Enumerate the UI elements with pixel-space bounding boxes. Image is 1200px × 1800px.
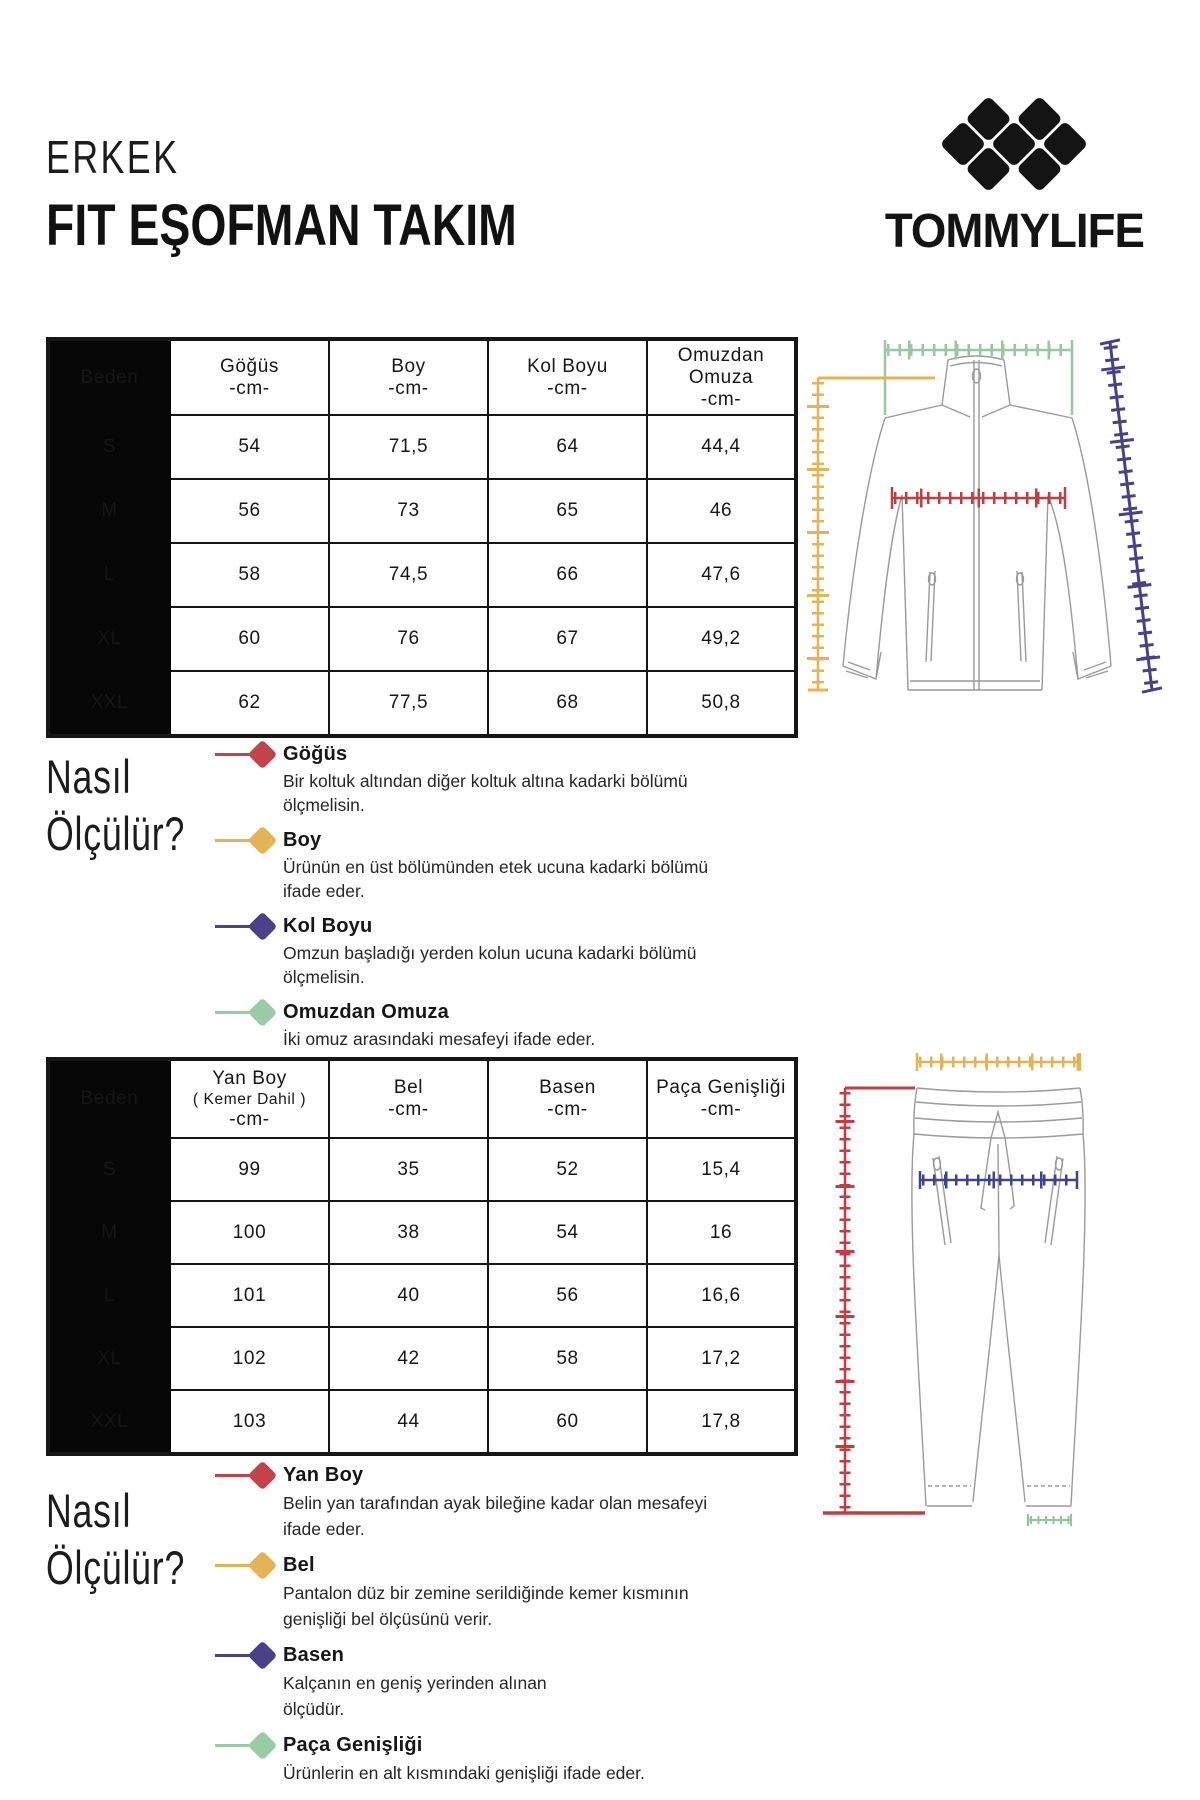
value-cell: 17,8 bbox=[647, 1390, 796, 1454]
size-cell: L bbox=[48, 543, 170, 607]
value-cell: 71,5 bbox=[329, 415, 488, 479]
jacket-size-table bbox=[46, 337, 798, 738]
measure-line-waist-yellow bbox=[917, 1053, 1080, 1071]
legend-item-basen: Basen Kalçanın en geniş yerinden alınan ölçüdür. bbox=[215, 1643, 715, 1722]
value-cell: 54 bbox=[488, 1201, 647, 1264]
value-cell: 52 bbox=[488, 1138, 647, 1201]
value-cell: 58 bbox=[488, 1327, 647, 1390]
page-title-line1: ERKEK bbox=[46, 131, 180, 183]
value-cell: 54 bbox=[170, 415, 329, 479]
paca-genisligi-marker-icon bbox=[215, 1734, 275, 1758]
column-header-beden: Beden bbox=[48, 339, 170, 415]
value-cell: 60 bbox=[170, 607, 329, 671]
value-cell: 102 bbox=[170, 1327, 329, 1390]
measure-line-hem-green bbox=[1028, 1514, 1071, 1526]
legend-item-yan-boy: Yan Boy Belin yan tarafından ayak bileğine kadar olan mesafeyi ifade eder. bbox=[215, 1463, 715, 1542]
value-cell: 44 bbox=[329, 1390, 488, 1454]
value-cell: 60 bbox=[488, 1390, 647, 1454]
value-cell: 56 bbox=[488, 1264, 647, 1327]
column-header-gogus: Göğüs -cm- bbox=[170, 339, 329, 415]
pants-table-header-row bbox=[48, 1059, 796, 1138]
measure-line-length-yellow bbox=[808, 378, 935, 690]
value-cell: 44,4 bbox=[647, 415, 796, 479]
yan-boy-marker-icon bbox=[215, 1464, 275, 1488]
value-cell: 40 bbox=[329, 1264, 488, 1327]
legend-item-bel: Bel Pantalon düz bir zemine serildiğinde kemer kısmının genişliği bel ölçüsünü verir. bbox=[215, 1553, 715, 1632]
value-cell: 64 bbox=[488, 415, 647, 479]
page-title-line2: FIT EŞOFMAN TAKIM bbox=[46, 193, 517, 258]
bel-marker-icon bbox=[215, 1554, 275, 1578]
how-to-measure-heading-jacket: Nasıl Ölçülür? bbox=[46, 750, 186, 860]
brand-diamonds-logo-icon bbox=[939, 98, 1089, 190]
value-cell: 38 bbox=[329, 1201, 488, 1264]
value-cell: 99 bbox=[170, 1138, 329, 1201]
value-cell: 101 bbox=[170, 1264, 329, 1327]
size-cell: S bbox=[48, 415, 170, 479]
legend-item-gogus: Göğüs Bir koltuk altından diğer koltuk altına kadarki bölümü ölçmelisin. bbox=[215, 742, 715, 817]
size-cell: M bbox=[48, 1201, 170, 1264]
pants-illustration bbox=[795, 1040, 1125, 1540]
size-cell: XL bbox=[48, 1327, 170, 1390]
table-row bbox=[48, 1138, 796, 1201]
kol-boyu-marker-icon bbox=[215, 915, 275, 939]
pants-size-table bbox=[46, 1057, 798, 1456]
value-cell: 49,2 bbox=[647, 607, 796, 671]
size-cell: XL bbox=[48, 607, 170, 671]
column-header-kol-boyu: Kol Boyu -cm- bbox=[488, 339, 647, 415]
table-row bbox=[48, 479, 796, 543]
value-cell: 56 bbox=[170, 479, 329, 543]
value-cell: 42 bbox=[329, 1327, 488, 1390]
pants-measure-legend bbox=[215, 1463, 715, 1797]
table-row bbox=[48, 1201, 796, 1264]
legend-item-kol-boyu: Kol Boyu Omzun başladığı yerden kolun ucuna kadarki bölümü ölçmelisin. bbox=[215, 914, 715, 989]
value-cell: 100 bbox=[170, 1201, 329, 1264]
jacket-illustration bbox=[780, 290, 1170, 710]
table-row bbox=[48, 415, 796, 479]
size-cell: L bbox=[48, 1264, 170, 1327]
column-header-beden: Beden bbox=[48, 1059, 170, 1138]
value-cell: 58 bbox=[170, 543, 329, 607]
column-header-bel: Bel -cm- bbox=[329, 1059, 488, 1138]
table-row bbox=[48, 607, 796, 671]
column-header-paca-genisligi: Paça Genişliği -cm- bbox=[647, 1059, 796, 1138]
page-title bbox=[46, 130, 635, 259]
size-cell: XXL bbox=[48, 1390, 170, 1454]
value-cell: 74,5 bbox=[329, 543, 488, 607]
column-header-boy: Boy -cm- bbox=[329, 339, 488, 415]
table-row bbox=[48, 1327, 796, 1390]
value-cell: 47,6 bbox=[647, 543, 796, 607]
value-cell: 46 bbox=[647, 479, 796, 543]
boy-marker-icon bbox=[215, 829, 275, 853]
value-cell: 73 bbox=[329, 479, 488, 543]
table-row bbox=[48, 671, 796, 736]
column-header-omuzdan-omuza: Omuzdan Omuza -cm- bbox=[647, 339, 796, 415]
table-row bbox=[48, 1390, 796, 1454]
value-cell: 66 bbox=[488, 543, 647, 607]
value-cell: 77,5 bbox=[329, 671, 488, 736]
column-header-basen: Basen -cm- bbox=[488, 1059, 647, 1138]
basen-marker-icon bbox=[215, 1644, 275, 1668]
omuzdan-omuza-marker-icon bbox=[215, 1001, 275, 1025]
value-cell: 50,8 bbox=[647, 671, 796, 736]
value-cell: 15,4 bbox=[647, 1138, 796, 1201]
size-cell: M bbox=[48, 479, 170, 543]
legend-item-boy: Boy Ürünün en üst bölümünden etek ucuna kadarki bölümü ifade eder. bbox=[215, 828, 715, 903]
gogus-marker-icon bbox=[215, 743, 275, 767]
size-cell: S bbox=[48, 1138, 170, 1201]
measure-line-side-length-red bbox=[823, 1088, 925, 1513]
legend-item-paca-genisligi: Paça Genişliği Ürünlerin en alt kısmındaki genişliği ifade eder. bbox=[215, 1733, 715, 1786]
jacket-measure-legend bbox=[215, 742, 715, 1062]
value-cell: 16 bbox=[647, 1201, 796, 1264]
value-cell: 103 bbox=[170, 1390, 329, 1454]
value-cell: 68 bbox=[488, 671, 647, 736]
value-cell: 35 bbox=[329, 1138, 488, 1201]
value-cell: 16,6 bbox=[647, 1264, 796, 1327]
value-cell: 76 bbox=[329, 607, 488, 671]
jacket-table-header-row bbox=[48, 339, 796, 415]
column-header-yan-boy: Yan Boy ( Kemer Dahil ) -cm- bbox=[170, 1059, 329, 1138]
how-to-measure-heading-pants: Nasıl Ölçülür? bbox=[46, 1484, 186, 1594]
measure-line-chest-red bbox=[892, 487, 1065, 509]
value-cell: 62 bbox=[170, 671, 329, 736]
table-row bbox=[48, 543, 796, 607]
size-cell: XXL bbox=[48, 671, 170, 736]
value-cell: 65 bbox=[488, 479, 647, 543]
legend-item-omuzdan-omuza: Omuzdan Omuza İki omuz arasındaki mesafeyi ifade eder. bbox=[215, 1000, 715, 1051]
brand-block bbox=[868, 98, 1160, 259]
table-row bbox=[48, 1264, 796, 1327]
brand-name: TOMMYLIFE bbox=[884, 205, 1144, 258]
value-cell: 67 bbox=[488, 607, 647, 671]
value-cell: 17,2 bbox=[647, 1327, 796, 1390]
